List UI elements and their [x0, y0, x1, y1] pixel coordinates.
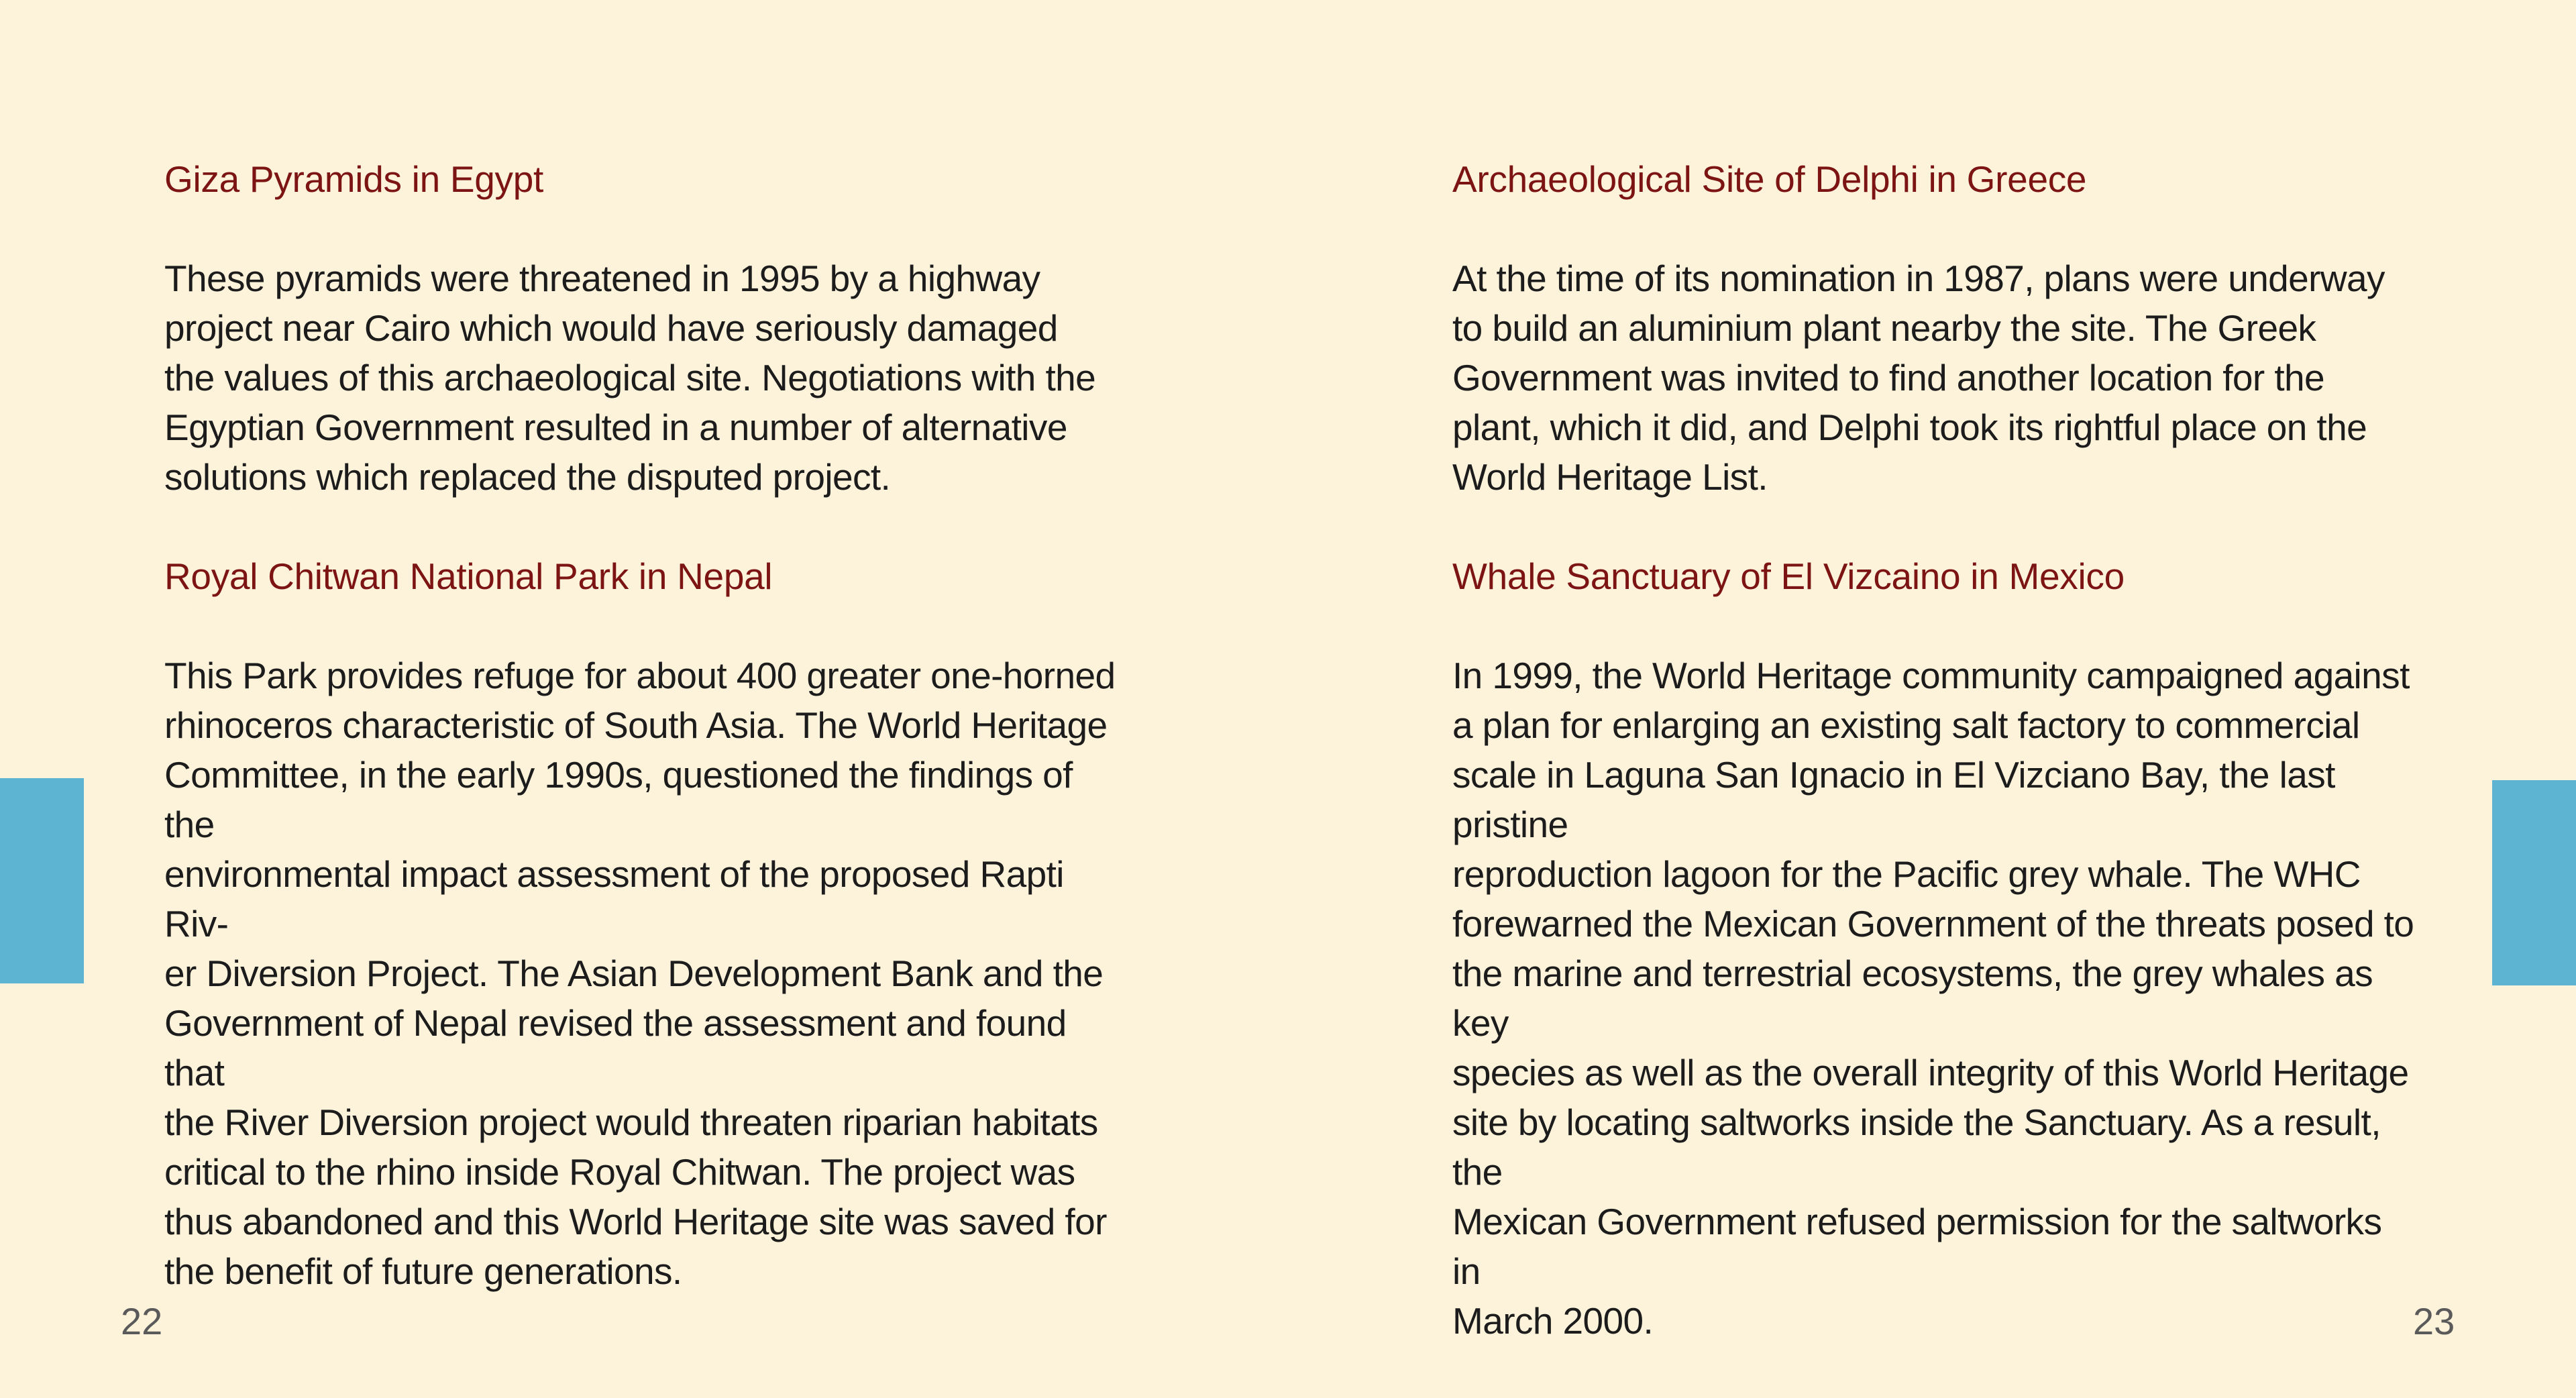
page-number-left: 22: [121, 1300, 163, 1342]
left-edge-tab: [0, 778, 84, 983]
section-text-giza: These pyramids were threatened in 1995 by a highway project near Cairo which would have seriously damaged the values of this archaeological site. Negotiations with the Egyptian Government resulted in a number of alternative solutions which replaced the disputed project.: [164, 258, 1096, 498]
right-edge-tab: [2492, 780, 2576, 985]
section-heading-chitwan: Royal Chitwan National Park in Nepal: [164, 555, 773, 597]
section-text-delphi: At the time of its nomination in 1987, plans were underway to build an aluminium plant nearby the site. The Greek Government was invited to find another location for the plant, which it did, and Delphi took its rightful place on the World Heritage List.: [1452, 258, 2385, 498]
right-page-content: [1452, 154, 2418, 1346]
section-heading-delphi: Archaeological Site of Delphi in Greece: [1452, 158, 2087, 200]
section-heading-vizcaino: Whale Sanctuary of El Vizcaino in Mexico: [1452, 555, 2125, 597]
section-text-vizcaino: In 1999, the World Heritage community campaigned against a plan for enlarging an existing salt factory to commercial scale in Laguna San Ignacio in El Vizciano Bay, the last pristine reproduction lagoon for the Pacific grey whale. The WHC forewarned the Mexican Government of the threats posed to the marine and terrestrial ecosystems, the grey whales as key species as well as the overall integrity of this World Heritage site by locating saltworks inside the Sanctuary. As a result, the Mexican Government refused permission for the saltworks in March 2000.: [1452, 655, 2414, 1342]
section-heading-giza: Giza Pyramids in Egypt: [164, 158, 543, 200]
page-number-right: 23: [2413, 1300, 2455, 1342]
left-page-content: [164, 154, 1130, 1296]
section-text-chitwan: This Park provides refuge for about 400 greater one-horned rhinoceros characteristic of South Asia. The World Heritage Committee, in the early 1990s, questioned the findings of the environmental impact assessment of the proposed Rapti Riv- er Diversion Project. The Asian Development Bank and the Government of Nepal revised the assessment and found that the River Diversion project would threaten riparian habitats critical to the rhino inside Royal Chitwan. The project was thus abandoned and this World Heritage site was saved for the benefit of future generations.: [164, 655, 1116, 1292]
